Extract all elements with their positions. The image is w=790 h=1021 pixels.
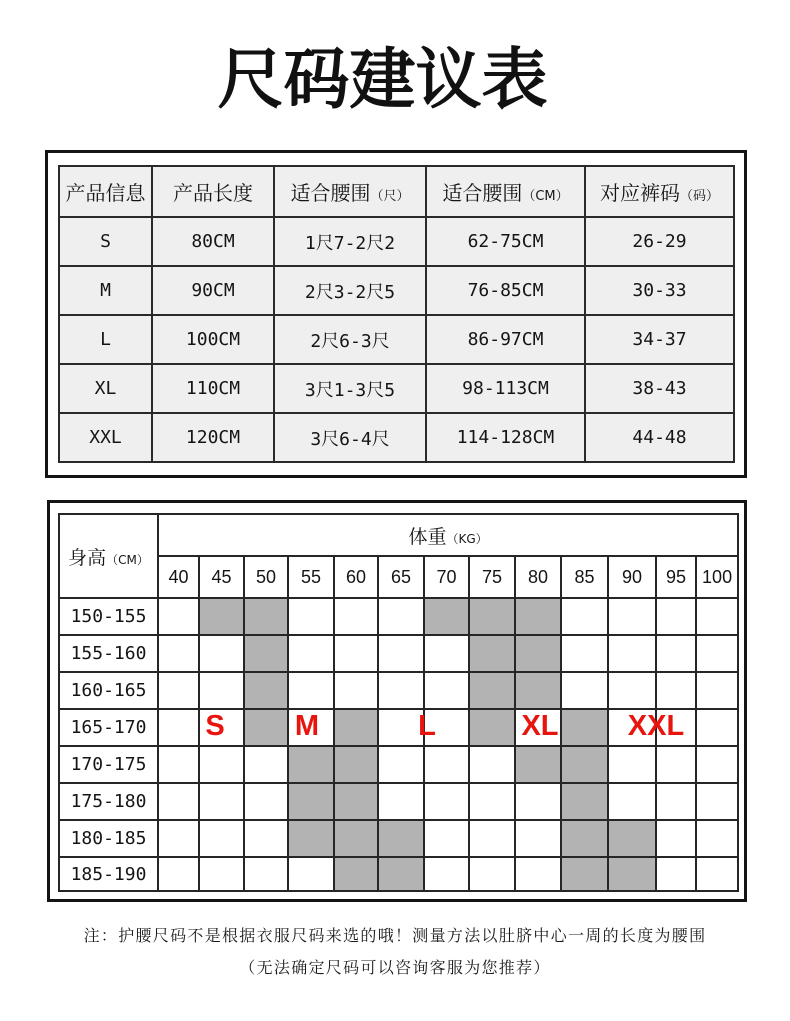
grid-cell bbox=[158, 709, 199, 746]
grid-cell bbox=[656, 857, 696, 891]
grid-cell bbox=[158, 635, 199, 672]
weight-value-cell: 85 bbox=[561, 556, 608, 598]
waist-chi-cell: 2尺6-3尺 bbox=[274, 315, 426, 364]
grid-cell bbox=[158, 746, 199, 783]
shaded-boundary-cell bbox=[515, 635, 561, 672]
shaded-boundary-cell bbox=[288, 783, 334, 820]
waist-chi-cell: 1尺7-2尺2 bbox=[274, 217, 426, 266]
grid-cell bbox=[561, 635, 608, 672]
page-title: 尺码建议表 bbox=[217, 41, 548, 118]
shaded-boundary-cell bbox=[378, 820, 424, 857]
grid-cell bbox=[515, 820, 561, 857]
header-label: 适合腰围 bbox=[442, 181, 523, 205]
grid-cell bbox=[378, 635, 424, 672]
grid-cell bbox=[656, 672, 696, 709]
shaded-boundary-cell bbox=[334, 820, 378, 857]
size-row bbox=[59, 266, 734, 315]
header-label: 产品长度 bbox=[173, 181, 253, 205]
shaded-boundary-cell bbox=[561, 820, 608, 857]
waist-cm-cell: 76-85CM bbox=[426, 266, 585, 315]
size-cell: L bbox=[59, 315, 152, 364]
grid-cell bbox=[424, 783, 469, 820]
weight-header-label: 体重 bbox=[408, 525, 447, 548]
shaded-boundary-cell bbox=[334, 746, 378, 783]
shaded-boundary-cell bbox=[244, 709, 288, 746]
size-cell: XL bbox=[59, 364, 152, 413]
shaded-boundary-cell bbox=[469, 672, 515, 709]
grid-cell bbox=[696, 598, 738, 635]
shaded-boundary-cell bbox=[515, 672, 561, 709]
height-range-label: 150-155 bbox=[59, 598, 158, 635]
grid-cell bbox=[378, 709, 424, 746]
waist-cm-cell: 86-97CM bbox=[426, 315, 585, 364]
shaded-boundary-cell bbox=[469, 709, 515, 746]
grid-cell bbox=[656, 783, 696, 820]
pants-size-cell: 44-48 bbox=[585, 413, 734, 462]
waist-chi-cell: 2尺3-2尺5 bbox=[274, 266, 426, 315]
waist-cm-cell: 62-75CM bbox=[426, 217, 585, 266]
grid-cell bbox=[244, 820, 288, 857]
shaded-boundary-cell bbox=[515, 746, 561, 783]
grid-cell bbox=[656, 598, 696, 635]
grid-cell bbox=[608, 783, 656, 820]
grid-cell bbox=[288, 672, 334, 709]
height-range-label: 160-165 bbox=[59, 672, 158, 709]
shaded-boundary-cell bbox=[561, 746, 608, 783]
shaded-boundary-cell bbox=[244, 598, 288, 635]
weight-value-cell: 60 bbox=[334, 556, 378, 598]
header-product-info bbox=[59, 166, 152, 217]
length-cell: 90CM bbox=[152, 266, 274, 315]
grid-cell bbox=[288, 635, 334, 672]
height-range-label: 180-185 bbox=[59, 820, 158, 857]
size-row bbox=[59, 315, 734, 364]
pants-size-cell: 26-29 bbox=[585, 217, 734, 266]
waist-chi-cell: 3尺1-3尺5 bbox=[274, 364, 426, 413]
height-row bbox=[59, 820, 738, 857]
weight-header-unit: （KG） bbox=[446, 531, 488, 546]
shaded-boundary-cell bbox=[561, 857, 608, 891]
weight-value-cell: 95 bbox=[656, 556, 696, 598]
grid-cell bbox=[696, 635, 738, 672]
size-cell: M bbox=[59, 266, 152, 315]
shaded-boundary-cell bbox=[515, 598, 561, 635]
shaded-boundary-cell bbox=[244, 672, 288, 709]
grid-cell bbox=[561, 672, 608, 709]
grid-cell bbox=[334, 672, 378, 709]
size-label-xl: XL bbox=[521, 710, 559, 742]
grid-cell bbox=[424, 672, 469, 709]
grid-cell bbox=[696, 783, 738, 820]
grid-cell bbox=[158, 783, 199, 820]
weight-value-cell: 55 bbox=[288, 556, 334, 598]
shaded-boundary-cell bbox=[469, 598, 515, 635]
shaded-boundary-cell bbox=[288, 820, 334, 857]
grid-cell bbox=[288, 598, 334, 635]
size-row bbox=[59, 413, 734, 462]
shaded-boundary-cell bbox=[424, 598, 469, 635]
grid-cell bbox=[469, 746, 515, 783]
size-label-xxl: XXL bbox=[627, 710, 685, 742]
shaded-boundary-cell bbox=[561, 783, 608, 820]
waist-chi-cell: 3尺6-4尺 bbox=[274, 413, 426, 462]
height-row bbox=[59, 746, 738, 783]
grid-cell bbox=[424, 635, 469, 672]
size-label-m: M bbox=[294, 710, 320, 742]
grid-header-row bbox=[59, 514, 738, 556]
weight-value-cell: 100 bbox=[696, 556, 738, 598]
grid-cell bbox=[656, 746, 696, 783]
size-label-s: S bbox=[205, 710, 225, 742]
header-label: 对应裤码 bbox=[599, 181, 680, 205]
pants-size-cell: 38-43 bbox=[585, 364, 734, 413]
weight-value-cell: 65 bbox=[378, 556, 424, 598]
length-cell: 120CM bbox=[152, 413, 274, 462]
header-unit: （码） bbox=[679, 189, 719, 204]
weight-value-cell: 45 bbox=[199, 556, 244, 598]
grid-cell bbox=[424, 820, 469, 857]
grid-cell bbox=[378, 783, 424, 820]
shaded-boundary-cell bbox=[334, 709, 378, 746]
grid-cell bbox=[469, 820, 515, 857]
grid-cell bbox=[608, 672, 656, 709]
grid-cell bbox=[199, 857, 244, 891]
height-range-label: 175-180 bbox=[59, 783, 158, 820]
grid-cell bbox=[696, 746, 738, 783]
grid-cell bbox=[199, 672, 244, 709]
grid-cell bbox=[378, 672, 424, 709]
size-table-header-row bbox=[59, 166, 734, 217]
length-cell: 110CM bbox=[152, 364, 274, 413]
grid-cell bbox=[158, 820, 199, 857]
grid-cell bbox=[424, 857, 469, 891]
grid-cell bbox=[158, 672, 199, 709]
grid-cell bbox=[608, 598, 656, 635]
height-header-label: 身高 bbox=[68, 546, 107, 569]
height-range-label: 155-160 bbox=[59, 635, 158, 672]
shaded-boundary-cell bbox=[378, 857, 424, 891]
shaded-boundary-cell bbox=[608, 857, 656, 891]
header-unit: （尺） bbox=[370, 189, 410, 204]
size-cell: S bbox=[59, 217, 152, 266]
weight-value-cell: 80 bbox=[515, 556, 561, 598]
size-row bbox=[59, 217, 734, 266]
grid-cell bbox=[288, 857, 334, 891]
shaded-boundary-cell bbox=[244, 635, 288, 672]
grid-cell bbox=[244, 857, 288, 891]
height-row bbox=[59, 672, 738, 709]
header-pants-size bbox=[585, 166, 734, 217]
size-label-l: L bbox=[418, 710, 436, 742]
shaded-boundary-cell bbox=[608, 820, 656, 857]
consult-note: （无法确定尺码可以咨询客服为您推荐） bbox=[239, 958, 551, 977]
size-cell: XXL bbox=[59, 413, 152, 462]
pants-size-cell: 34-37 bbox=[585, 315, 734, 364]
measurement-note: 注：护腰尺码不是根据衣服尺码来选的哦！测量方法以肚脐中心一周的长度为腰围 bbox=[83, 926, 707, 945]
grid-cell bbox=[656, 635, 696, 672]
weight-values-row bbox=[59, 556, 738, 598]
length-cell: 100CM bbox=[152, 315, 274, 364]
shaded-boundary-cell bbox=[469, 635, 515, 672]
grid-cell bbox=[656, 820, 696, 857]
grid-cell bbox=[696, 857, 738, 891]
grid-cell bbox=[158, 598, 199, 635]
weight-value-cell: 75 bbox=[469, 556, 515, 598]
height-range-label: 170-175 bbox=[59, 746, 158, 783]
grid-cell bbox=[334, 635, 378, 672]
grid-cell bbox=[244, 746, 288, 783]
height-row bbox=[59, 635, 738, 672]
height-row bbox=[59, 598, 738, 635]
grid-cell bbox=[696, 672, 738, 709]
height-rows bbox=[59, 598, 738, 891]
grid-cell bbox=[199, 746, 244, 783]
grid-cell bbox=[199, 783, 244, 820]
grid-cell bbox=[469, 783, 515, 820]
grid-cell bbox=[608, 635, 656, 672]
shaded-boundary-cell bbox=[334, 857, 378, 891]
weight-value-cell: 50 bbox=[244, 556, 288, 598]
shaded-boundary-cell bbox=[561, 709, 608, 746]
grid-cell bbox=[199, 820, 244, 857]
height-range-label: 185-190 bbox=[59, 857, 158, 891]
waist-cm-cell: 98-113CM bbox=[426, 364, 585, 413]
waist-cm-cell: 114-128CM bbox=[426, 413, 585, 462]
header-waist-cm bbox=[426, 166, 585, 217]
shaded-boundary-cell bbox=[334, 783, 378, 820]
size-table bbox=[58, 165, 735, 463]
header-label: 适合腰围 bbox=[290, 181, 371, 205]
length-cell: 80CM bbox=[152, 217, 274, 266]
grid-cell bbox=[334, 598, 378, 635]
grid-cell bbox=[515, 783, 561, 820]
grid-cell bbox=[424, 746, 469, 783]
grid-cell bbox=[561, 598, 608, 635]
header-unit: （CM） bbox=[522, 189, 569, 204]
height-row bbox=[59, 857, 738, 891]
weight-value-cell: 40 bbox=[158, 556, 199, 598]
weight-value-cell: 70 bbox=[424, 556, 469, 598]
pants-size-cell: 30-33 bbox=[585, 266, 734, 315]
grid-cell bbox=[378, 746, 424, 783]
weight-header-cell bbox=[158, 514, 738, 556]
height-weight-grid bbox=[58, 513, 739, 892]
header-waist-chi bbox=[274, 166, 426, 217]
grid-cell bbox=[158, 857, 199, 891]
grid-cell bbox=[199, 635, 244, 672]
grid-cell bbox=[608, 746, 656, 783]
height-row bbox=[59, 783, 738, 820]
grid-cell bbox=[469, 857, 515, 891]
weight-value-cell: 90 bbox=[608, 556, 656, 598]
header-label: 产品信息 bbox=[65, 181, 146, 205]
size-row bbox=[59, 364, 734, 413]
height-header-cell bbox=[59, 514, 158, 598]
grid-cell bbox=[244, 783, 288, 820]
shaded-boundary-cell bbox=[288, 746, 334, 783]
height-header-unit: （CM） bbox=[106, 552, 149, 567]
header-product-length bbox=[152, 166, 274, 217]
grid-cell bbox=[378, 598, 424, 635]
grid-cell bbox=[515, 857, 561, 891]
height-range-label: 165-170 bbox=[59, 709, 158, 746]
grid-cell bbox=[696, 820, 738, 857]
grid-cell bbox=[696, 709, 738, 746]
shaded-boundary-cell bbox=[199, 598, 244, 635]
